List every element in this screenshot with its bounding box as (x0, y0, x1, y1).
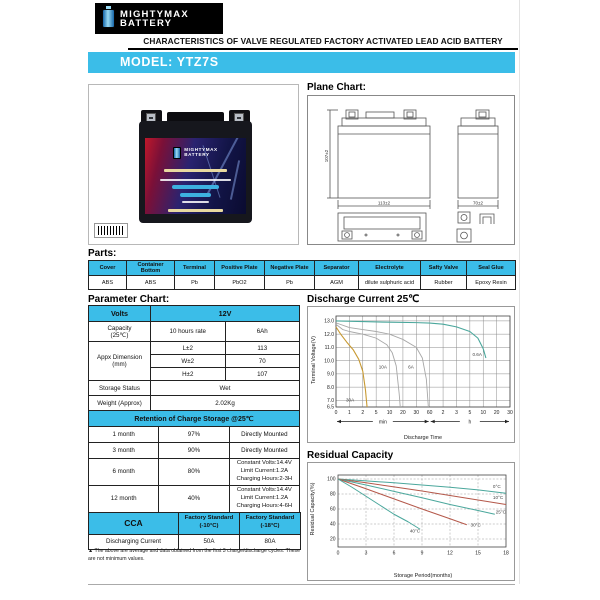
parts-value: Epoxy Resin (467, 276, 516, 290)
top-view-inner (344, 217, 420, 229)
product-photo (88, 84, 299, 245)
page-bottom-rule (88, 584, 515, 585)
parameter-table-main (88, 305, 300, 411)
series-10A (336, 324, 400, 407)
series-30A (336, 327, 367, 407)
y-tick-label: 80 (329, 491, 336, 498)
x-tick-label: 5 (468, 410, 472, 416)
x-tick-label: 20 (493, 410, 500, 416)
table-row (89, 306, 300, 322)
weight-value: 2.02Kg (151, 396, 300, 411)
y-tick-label: 10.0 (324, 358, 334, 365)
table-row (89, 443, 300, 459)
capacity-value: 6Ah (225, 322, 300, 342)
dim-height-label: 107±2 (324, 149, 329, 163)
discharge-chart-heading: Discharge Current 25℃ (307, 294, 420, 305)
parts-value: Pb (175, 276, 215, 290)
terminal-detail-bracket-inner (483, 217, 491, 224)
unit-span-label: h (468, 419, 472, 426)
table-row (89, 512, 301, 534)
retention-method-line1: Constant Volts:14.4V (236, 460, 292, 466)
x-tick-label: 9 (420, 550, 424, 557)
y-tick-label: 40 (329, 521, 336, 528)
capacity-label-line1: Capacity (107, 324, 132, 332)
label-badge (180, 193, 210, 197)
retention-table (88, 410, 300, 513)
residual-chart-heading: Residual Capacity (307, 450, 394, 461)
x-tick-label: 10 (480, 410, 487, 416)
discharging-label: Discharging Current (89, 534, 179, 549)
dimension-label (89, 342, 151, 381)
side-terminal-inner (479, 112, 486, 117)
cca-standard-2 (240, 512, 301, 534)
retention-method-line2: Limit Current:1.2A Charging Hours:4-6H (236, 494, 293, 509)
parts-value: ABS (89, 276, 127, 290)
capacity-label (89, 322, 151, 342)
label-text-line (160, 179, 231, 181)
parts-header-row (89, 261, 516, 276)
residual-y-axis-label: Residual Capacity(%) (310, 482, 316, 536)
retention-heading: Retention of Charge Storage @25℃ (89, 411, 300, 427)
discharge-chart (307, 306, 515, 443)
retention-period: 1 month (89, 427, 159, 443)
retention-period: 6 month (89, 459, 159, 486)
series-label: 0.6A (472, 352, 482, 358)
x-tick-label: 15 (475, 550, 481, 557)
brand-logo (95, 3, 223, 34)
y-tick-label: 9.0 (327, 371, 334, 378)
x-tick-label: 30 (507, 410, 513, 416)
parameter-chart (88, 306, 300, 550)
parts-value: Pb (265, 276, 315, 290)
top-view-bolt-circle (345, 233, 350, 238)
dim-value: 70 (225, 355, 300, 368)
series-label: 40°C (409, 528, 421, 534)
y-tick-label: 6.5 (327, 404, 334, 411)
parts-header: Electrolyte (359, 261, 421, 276)
residual-capacity-chart (307, 462, 515, 581)
y-tick-label: 11.0 (324, 345, 334, 352)
x-tick-label: 20 (400, 410, 406, 416)
unit-span-label: min (378, 419, 387, 426)
table-row (89, 396, 300, 411)
series-label: 25°C (495, 509, 506, 515)
x-tick-label: 5 (374, 410, 378, 416)
y-tick-label: 13.0 (324, 318, 334, 325)
cca-standard-1 (179, 512, 240, 534)
x-tick-label: 12 (447, 550, 453, 557)
top-view-dot (365, 234, 367, 236)
terminal-detail-circle2 (461, 232, 468, 239)
series-label: 30A (345, 397, 355, 403)
battery-icon (173, 147, 181, 159)
parts-value: ABS (127, 276, 175, 290)
capacity-label-line2: (25℃) (110, 331, 129, 339)
front-terminal-left-inner (349, 112, 355, 117)
plane-chart-heading: Plane Chart: (307, 82, 366, 93)
side-view-case (458, 126, 498, 198)
x-tick-label: 6 (392, 550, 396, 557)
dimension-label-line1: Appx Dimension (96, 354, 143, 361)
retention-period: 12 month (89, 485, 159, 512)
arrowhead (425, 420, 429, 424)
terminal-detail-bracket (480, 214, 494, 224)
volts-value: 12V (151, 306, 300, 322)
label-text-line (164, 169, 227, 172)
arrowhead (431, 420, 435, 424)
table-row (89, 485, 300, 512)
x-tick-label: 2 (361, 410, 365, 416)
dim-value: 113 (225, 342, 300, 355)
brand-logo-text (120, 10, 189, 28)
y-tick-label: 100 (327, 476, 336, 483)
dim-key: H±2 (151, 368, 226, 381)
label-brand-logo (145, 147, 246, 159)
discharge-chart-svg (308, 307, 514, 442)
page-right-edge (519, 0, 520, 584)
model-banner: MODEL: YTZ7S (88, 52, 515, 73)
front-view-case (338, 126, 430, 198)
x-tick-label: 18 (503, 550, 509, 557)
parts-header: Container Bottom (127, 261, 175, 276)
parts-heading: Parts: (88, 248, 117, 259)
arrowhead (505, 420, 509, 424)
x-tick-label: 3 (455, 410, 458, 416)
top-view-bolt-right (412, 231, 422, 239)
y-tick-label: 8.0 (327, 384, 334, 391)
table-row (89, 381, 300, 396)
battery-case (139, 121, 252, 223)
retention-method-line1: Constant Volts:14.4V (236, 486, 292, 493)
y-tick-label: 20 (329, 536, 336, 543)
parts-header: Terminal (175, 261, 215, 276)
series-label: 30°C (470, 522, 481, 528)
plane-chart-drawings (307, 95, 515, 245)
document-title: CHARACTERISTICS OF VALVE REGULATED FACTORY ACTIVATED LEAD ACID BATTERY (128, 36, 518, 50)
label-text-line (182, 201, 208, 203)
label-badge (172, 185, 218, 189)
residual-chart-svg (308, 463, 514, 580)
arrowhead (337, 420, 341, 424)
y-tick-label: 12.0 (324, 331, 334, 338)
dim-key: L±2 (151, 342, 226, 355)
x-tick-label: 3 (364, 550, 368, 557)
plane-chart-svg (308, 96, 516, 246)
series-label: 10A (378, 364, 387, 370)
top-view-dot (397, 234, 399, 236)
parts-table (88, 260, 516, 290)
table-row (89, 459, 300, 486)
cca-label: CCA (89, 512, 179, 534)
parts-header: Seal Glue (467, 261, 516, 276)
terminal-detail-square (458, 212, 470, 223)
retention-method: Directly Mounted (229, 443, 299, 459)
series-label: 0°C (492, 484, 501, 489)
discharge-y-axis-label: Terminal Voltage(V) (311, 336, 317, 384)
parts-value: PbO2 (215, 276, 265, 290)
x-tick-label: 1 (347, 410, 351, 416)
discharge-x-axis-label: Discharge Time (403, 435, 443, 441)
table-row (89, 411, 300, 427)
retention-pct: 80% (159, 459, 229, 486)
table-row (89, 342, 300, 355)
x-tick-label: 0 (334, 410, 338, 416)
storage-value: Wet (151, 381, 300, 396)
barcode (94, 223, 128, 238)
table-row (89, 322, 300, 342)
retention-pct: 90% (159, 443, 229, 459)
x-tick-label: 10 (386, 410, 393, 416)
top-view-bolt-circle (415, 233, 420, 238)
top-view-bolt-left (342, 231, 352, 239)
brand-name-line2: BATTERY (120, 17, 173, 29)
capacity-rate: 10 hours rate (151, 322, 226, 342)
brand-name-line1: MIGHTYMAX (120, 8, 189, 20)
parts-header: Separator (315, 261, 359, 276)
retention-method-line2: Limit Current:1.2A Charging Hours:2-3H (236, 467, 293, 482)
parameter-chart-heading: Parameter Chart: (88, 294, 170, 305)
retention-pct: 40% (159, 485, 229, 512)
retention-method (229, 485, 299, 512)
table-row (89, 427, 300, 443)
series-label: 10°C (492, 494, 504, 500)
residual-x-axis-label: Storage Period(months) (393, 573, 453, 579)
parts-value: Rubber (421, 276, 467, 290)
parts-header: Cover (89, 261, 127, 276)
y-tick-label: 7.0 (327, 398, 334, 405)
storage-label: Storage Status (89, 381, 151, 396)
parts-value: dilute sulphuric acid (359, 276, 421, 290)
parts-header: Positive Plate (215, 261, 265, 276)
cca-std1-line2: (-10°C) (199, 523, 219, 530)
series-0.6A (336, 321, 486, 358)
parts-header: Safty Valve (421, 261, 467, 276)
retention-method: Directly Mounted (229, 427, 299, 443)
parts-value: AGM (315, 276, 359, 290)
dimension-label-line2: (mm) (112, 361, 127, 368)
x-tick-label: 60 (426, 410, 433, 416)
cca-std2-line1: Factory Standard (245, 515, 295, 522)
x-tick-label: 0 (336, 550, 340, 557)
cca-std1-line1: Factory Standard (184, 515, 234, 522)
dim-length-label: 113±2 (377, 200, 391, 206)
x-tick-label: 30 (413, 410, 420, 416)
terminal-detail-square2 (457, 229, 471, 242)
parts-header: Negative Plate (265, 261, 315, 276)
discharging-value-1: 50A (179, 534, 240, 549)
terminal-detail-circle (461, 215, 467, 221)
dim-key: W±2 (151, 355, 226, 368)
dim-value: 107 (225, 368, 300, 381)
footnote: ▲ The above are average and data obtained from the first 3 charge/discharge cycles. These are not minimum values. (88, 548, 300, 563)
battery-icon (102, 9, 115, 28)
label-brand-line1: MIGHTYMAX (184, 147, 218, 153)
battery-label-art (145, 138, 246, 214)
dim-width-label: 70±2 (473, 200, 483, 206)
retention-method (229, 459, 299, 486)
lightning-streak (230, 160, 240, 200)
front-handle-slot (366, 112, 394, 118)
volts-label: Volts (89, 306, 151, 322)
cca-std2-line2: (-18°C) (260, 523, 280, 530)
label-text-line (168, 209, 224, 212)
retention-pct: 97% (159, 427, 229, 443)
y-tick-label: 60 (329, 506, 336, 513)
label-brand-text (184, 148, 217, 157)
retention-period: 3 month (89, 443, 159, 459)
series-label: 6A (408, 364, 414, 370)
x-tick-label: 2 (441, 410, 445, 416)
series-30°C (338, 479, 467, 525)
cca-table (88, 512, 301, 550)
front-terminal-right-inner (407, 112, 413, 117)
label-brand-line2: BATTERY (184, 152, 210, 157)
weight-label: Weight (Approx) (89, 396, 151, 411)
parts-value-row (89, 276, 516, 290)
discharging-value-2: 80A (240, 534, 301, 549)
